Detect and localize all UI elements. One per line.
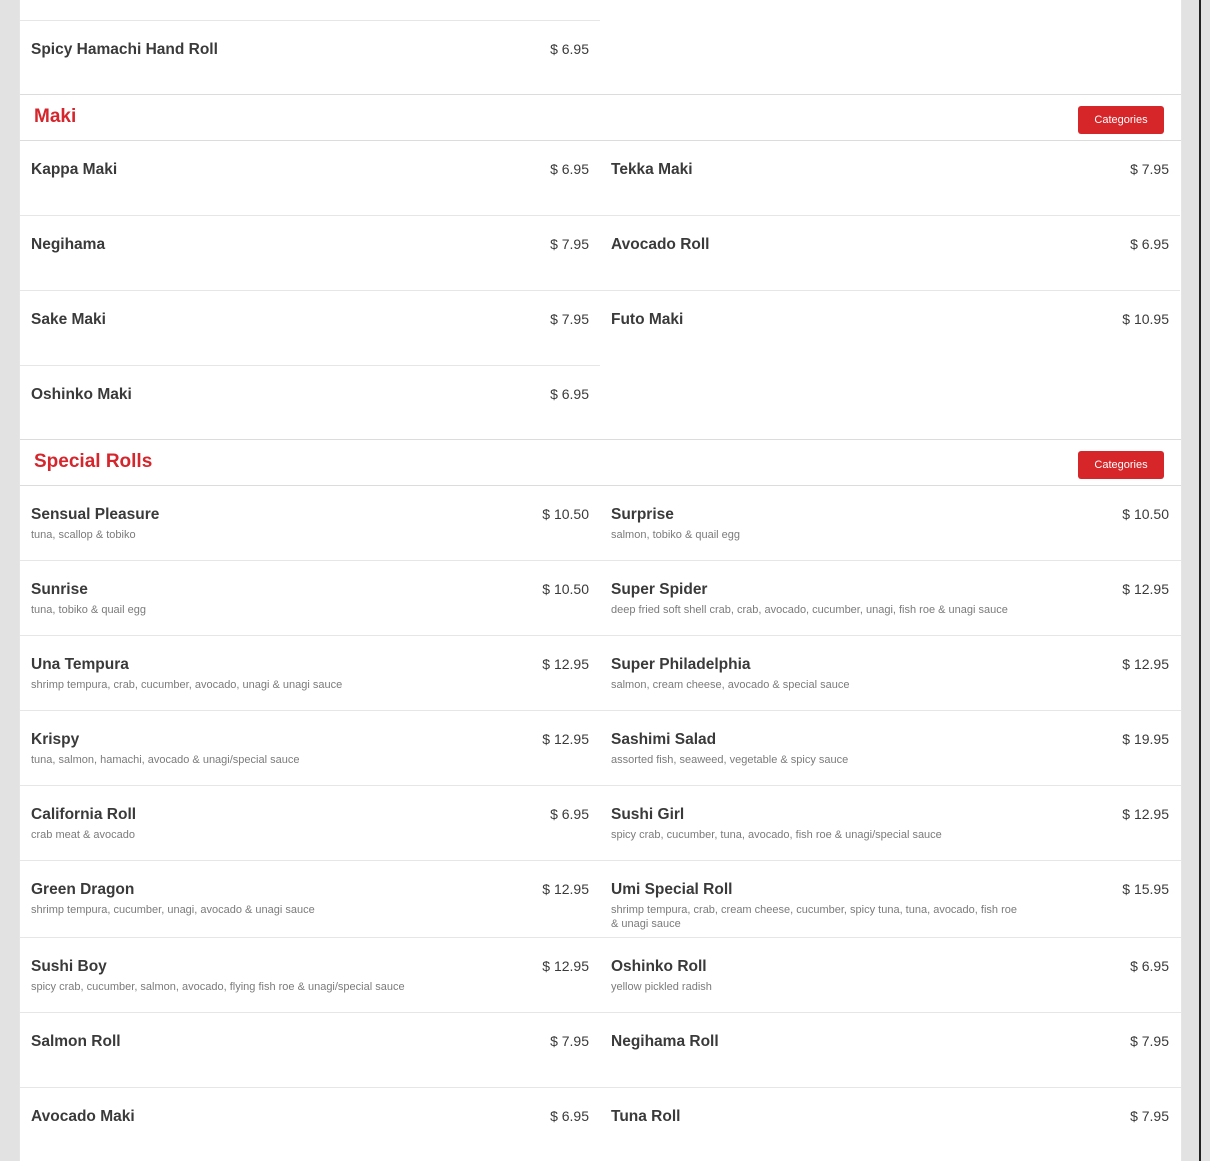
menu-item-price: $ 12.95 bbox=[1122, 806, 1169, 822]
menu-item-name: Oshinko Maki bbox=[31, 386, 132, 403]
menu-item-price: $ 12.95 bbox=[542, 656, 589, 672]
menu-item bbox=[20, 561, 600, 636]
menu-item bbox=[20, 1088, 600, 1161]
section-title: Maki bbox=[34, 106, 77, 127]
menu-item-description: shrimp tempura, cucumber, unagi, avocado & unagi sauce bbox=[31, 904, 315, 916]
menu-page bbox=[19, 0, 1182, 1161]
menu-item-price: $ 6.95 bbox=[1130, 958, 1169, 974]
menu-item-name: Avocado Roll bbox=[611, 236, 710, 253]
menu-item-name: Sensual Pleasure bbox=[31, 506, 160, 523]
menu-item-name: Umi Special Roll bbox=[611, 881, 733, 898]
menu-item bbox=[20, 486, 600, 561]
menu-item-name: Sashimi Salad bbox=[611, 731, 717, 748]
menu-item-price: $ 7.95 bbox=[1130, 1108, 1169, 1124]
menu-item-name: Sushi Boy bbox=[31, 958, 107, 975]
menu-item-price: $ 12.95 bbox=[542, 881, 589, 897]
menu-item-price: $ 7.95 bbox=[550, 236, 589, 252]
menu-item-description: yellow pickled radish bbox=[611, 981, 712, 993]
menu-item-name: Salmon Roll bbox=[31, 1033, 121, 1050]
menu-item-price: $ 15.95 bbox=[1122, 881, 1169, 897]
menu-item bbox=[20, 711, 600, 786]
menu-item bbox=[600, 1088, 1180, 1161]
menu-item bbox=[600, 561, 1180, 636]
menu-item-name: Oshinko Roll bbox=[611, 958, 707, 975]
section-header-maki bbox=[20, 94, 1181, 141]
menu-item bbox=[20, 366, 600, 439]
section-title: Special Rolls bbox=[34, 451, 153, 472]
menu-item-name: Futo Maki bbox=[611, 311, 684, 328]
menu-item bbox=[600, 1013, 1180, 1088]
categories-button[interactable]: Categories bbox=[1078, 451, 1164, 479]
menu-item bbox=[20, 786, 600, 861]
menu-item-price: $ 6.95 bbox=[550, 1108, 589, 1124]
menu-item bbox=[600, 141, 1180, 216]
menu-item-description: deep fried soft shell crab, crab, avocado, cucumber, unagi, fish roe & unagi sauce bbox=[611, 604, 1008, 616]
menu-item-price: $ 10.95 bbox=[1122, 311, 1169, 327]
menu-item-name: Surprise bbox=[611, 506, 674, 523]
menu-item bbox=[600, 291, 1180, 366]
menu-item-price: $ 6.95 bbox=[550, 386, 589, 402]
menu-item-description: spicy crab, cucumber, tuna, avocado, fish roe & unagi/special sauce bbox=[611, 829, 942, 841]
menu-item bbox=[20, 1013, 600, 1088]
menu-item-name: Negihama Roll bbox=[611, 1033, 719, 1050]
menu-item-name: Green Dragon bbox=[31, 881, 135, 898]
menu-item-name: Super Spider bbox=[611, 581, 708, 598]
menu-item-name: Super Philadelphia bbox=[611, 656, 751, 673]
menu-item-name: Sushi Girl bbox=[611, 806, 685, 823]
menu-item-description: assorted fish, seaweed, vegetable & spicy sauce bbox=[611, 754, 849, 766]
menu-item-price: $ 10.50 bbox=[1122, 506, 1169, 522]
menu-item-description: salmon, cream cheese, avocado & special sauce bbox=[611, 679, 850, 691]
menu-item bbox=[20, 216, 600, 291]
menu-item bbox=[20, 21, 600, 94]
window-edge bbox=[1199, 0, 1201, 1161]
menu-item-description: crab meat & avocado bbox=[31, 829, 135, 841]
menu-item-description: tuna, scallop & tobiko bbox=[31, 529, 136, 541]
menu-item-price: $ 10.50 bbox=[542, 506, 589, 522]
menu-item-price: $ 7.95 bbox=[1130, 161, 1169, 177]
menu-item bbox=[20, 938, 600, 1013]
menu-item-name: Tekka Maki bbox=[611, 161, 693, 178]
divider bbox=[20, 365, 600, 366]
menu-item-price: $ 12.95 bbox=[1122, 581, 1169, 597]
categories-button[interactable]: Categories bbox=[1078, 106, 1164, 134]
menu-item-price: $ 6.95 bbox=[550, 161, 589, 177]
menu-item bbox=[20, 141, 600, 216]
menu-item-name: Una Tempura bbox=[31, 656, 129, 673]
section-header-special-rolls bbox=[20, 439, 1181, 486]
menu-item-name: Avocado Maki bbox=[31, 1108, 135, 1125]
menu-item bbox=[600, 711, 1180, 786]
menu-item bbox=[20, 291, 600, 366]
menu-item bbox=[20, 0, 600, 21]
menu-item-price: $ 10.50 bbox=[542, 581, 589, 597]
menu-item-name: Spicy Hamachi Hand Roll bbox=[31, 41, 218, 58]
menu-item-name: Tuna Roll bbox=[611, 1108, 681, 1125]
menu-item-price: $ 7.95 bbox=[550, 311, 589, 327]
menu-item bbox=[600, 216, 1180, 291]
menu-item bbox=[600, 861, 1180, 938]
menu-item-description: shrimp tempura, crab, cream cheese, cucumber, spicy tuna, tuna, avocado, fish roe & unagi sauce bbox=[611, 904, 1017, 930]
menu-item-price: $ 12.95 bbox=[542, 958, 589, 974]
menu-item-price: $ 6.95 bbox=[1130, 236, 1169, 252]
menu-item-description: shrimp tempura, crab, cucumber, avocado, unagi & unagi sauce bbox=[31, 679, 343, 691]
menu-item bbox=[600, 938, 1180, 1013]
menu-item-name: Sake Maki bbox=[31, 311, 106, 328]
menu-item-name: California Roll bbox=[31, 806, 137, 823]
menu-item-price: $ 12.95 bbox=[542, 731, 589, 747]
menu-item-name: Krispy bbox=[31, 731, 80, 748]
divider bbox=[20, 20, 600, 21]
menu-item-description: spicy crab, cucumber, salmon, avocado, flying fish roe & unagi/special sauce bbox=[31, 981, 405, 993]
menu-item-price: $ 6.95 bbox=[550, 41, 589, 57]
menu-item-price: $ 6.95 bbox=[550, 806, 589, 822]
menu-item-price: $ 7.95 bbox=[550, 1033, 589, 1049]
menu-item bbox=[600, 636, 1180, 711]
menu-item bbox=[600, 486, 1180, 561]
menu-item-name: Sunrise bbox=[31, 581, 88, 598]
menu-item-name: Negihama bbox=[31, 236, 106, 253]
menu-item-description: tuna, salmon, hamachi, avocado & unagi/special sauce bbox=[31, 754, 300, 766]
menu-item-price: $ 19.95 bbox=[1122, 731, 1169, 747]
menu-item-price: $ 7.95 bbox=[1130, 1033, 1169, 1049]
menu-item bbox=[20, 636, 600, 711]
menu-item bbox=[600, 786, 1180, 861]
menu-item-description: tuna, tobiko & quail egg bbox=[31, 604, 146, 616]
menu-item-price: $ 12.95 bbox=[1122, 656, 1169, 672]
menu-item bbox=[20, 861, 600, 938]
menu-item-description: salmon, tobiko & quail egg bbox=[611, 529, 741, 541]
menu-item-name: Kappa Maki bbox=[31, 161, 118, 178]
